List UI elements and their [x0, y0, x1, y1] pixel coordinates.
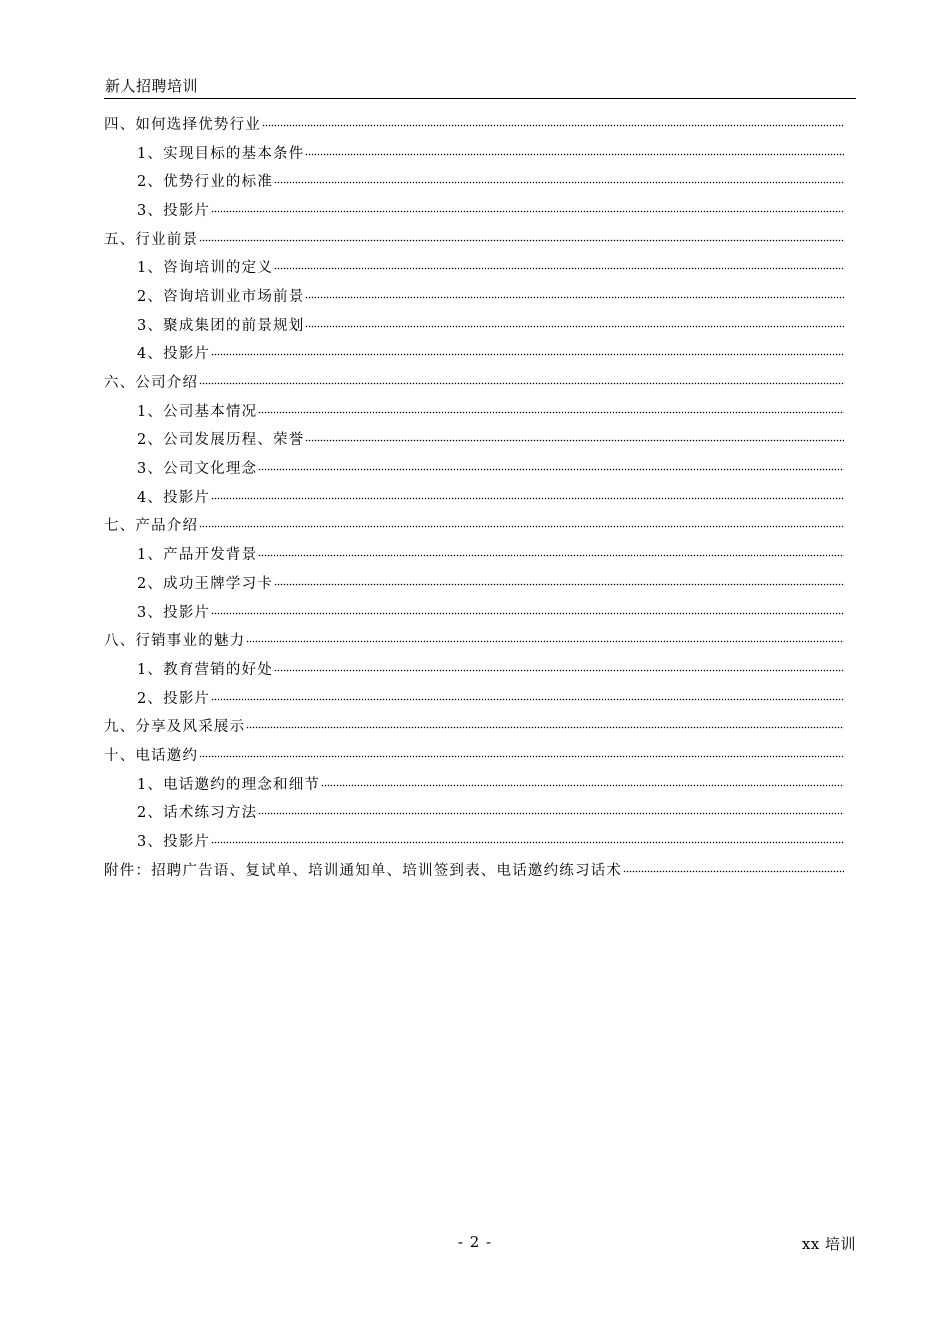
dot-leader	[199, 233, 844, 247]
footer-label: xx 培训	[801, 1235, 856, 1253]
toc-subsection[interactable]	[104, 339, 844, 368]
toc-entry-label: 3、投影片	[137, 604, 211, 621]
toc-entry-label: 1、产品开发背景	[137, 547, 258, 564]
toc-entry-label: 2、公司发展历程、荣誉	[137, 432, 305, 449]
toc-entry-label: 附件：招聘广告语、复试单、培训通知单、培训签到表、电话邀约练习话术	[104, 862, 623, 879]
toc-subsection[interactable]	[104, 396, 844, 425]
toc-entry-label: 3、聚成集团的前景规划	[137, 317, 305, 334]
dot-leader	[211, 491, 844, 505]
dot-leader	[305, 147, 844, 161]
dot-leader	[258, 807, 844, 821]
page-number: - 2 -	[457, 1233, 493, 1251]
toc-entry-label: 1、电话邀约的理念和细节	[137, 776, 321, 793]
toc-entry-label: 4、投影片	[137, 489, 211, 506]
toc-subsection[interactable]	[104, 798, 844, 827]
toc-subsection[interactable]	[104, 252, 844, 281]
toc-entry-label: 五、行业前景	[104, 231, 199, 248]
dot-leader	[199, 377, 844, 391]
toc-section[interactable]	[104, 711, 844, 740]
toc-subsection[interactable]	[104, 683, 844, 712]
dot-leader	[274, 577, 844, 591]
dot-leader	[246, 635, 844, 649]
toc-entry-label: 九、分享及风采展示	[104, 719, 246, 736]
dot-leader	[211, 606, 844, 620]
toc-entry-label: 1、实现目标的基本条件	[137, 145, 305, 162]
toc-section[interactable]	[104, 367, 844, 396]
toc-subsection[interactable]	[104, 826, 844, 855]
dot-leader	[305, 290, 844, 304]
dot-leader	[199, 749, 844, 763]
dot-leader	[258, 549, 844, 563]
toc-entry-label: 1、教育营销的好处	[137, 661, 274, 678]
toc-subsection[interactable]	[104, 539, 844, 568]
dot-leader	[211, 204, 844, 218]
toc-entry-label: 3、投影片	[137, 834, 211, 851]
dot-leader	[211, 692, 844, 706]
toc-entry-label: 3、公司文化理念	[137, 461, 258, 478]
toc-subsection[interactable]	[104, 769, 844, 798]
dot-leader	[623, 864, 844, 878]
toc-subsection[interactable]	[104, 568, 844, 597]
toc-subsection[interactable]	[104, 281, 844, 310]
dot-leader	[274, 663, 844, 677]
toc-subsection[interactable]	[104, 195, 844, 224]
toc-entry-label: 3、投影片	[137, 202, 211, 219]
toc-entry-label: 六、公司介绍	[104, 375, 199, 392]
toc-entry-label: 七、产品介绍	[104, 518, 199, 535]
toc-section[interactable]	[104, 511, 844, 540]
header-title: 新人招聘培训	[105, 77, 199, 95]
dot-leader	[246, 721, 844, 735]
toc-entry-label: 2、优势行业的标准	[137, 174, 274, 191]
toc-section[interactable]	[104, 855, 844, 884]
toc-subsection[interactable]	[104, 654, 844, 683]
toc-subsection[interactable]	[104, 310, 844, 339]
dot-leader	[258, 463, 844, 477]
toc-section[interactable]	[104, 740, 844, 769]
toc-entry-label: 1、咨询培训的定义	[137, 260, 274, 277]
toc-subsection[interactable]	[104, 138, 844, 167]
toc-entry-label: 四、如何选择优势行业	[104, 116, 261, 133]
toc-subsection[interactable]	[104, 425, 844, 454]
table-of-contents	[104, 109, 849, 884]
toc-subsection[interactable]	[104, 453, 844, 482]
toc-entry-label: 十、电话邀约	[104, 747, 199, 764]
dot-leader	[305, 319, 844, 333]
dot-leader	[274, 176, 844, 190]
toc-section[interactable]	[104, 625, 844, 654]
toc-entry-label: 2、成功王牌学习卡	[137, 575, 274, 592]
toc-entry-label: 1、公司基本情况	[137, 403, 258, 420]
dot-leader	[274, 262, 844, 276]
dot-leader	[211, 836, 844, 850]
toc-entry-label: 八、行销事业的魅力	[104, 633, 246, 650]
toc-entry-label: 2、话术练习方法	[137, 805, 258, 822]
dot-leader	[258, 405, 844, 419]
page-header	[104, 76, 856, 99]
dot-leader	[305, 434, 844, 448]
toc-subsection[interactable]	[104, 597, 844, 626]
toc-section[interactable]	[104, 224, 844, 253]
toc-entry-label: 2、投影片	[137, 690, 211, 707]
dot-leader	[199, 520, 844, 534]
toc-section[interactable]	[104, 109, 844, 138]
toc-subsection[interactable]	[104, 482, 844, 511]
dot-leader	[211, 348, 844, 362]
dot-leader	[321, 778, 844, 792]
dot-leader	[262, 118, 844, 132]
toc-entry-label: 2、咨询培训业市场前景	[137, 288, 305, 305]
toc-entry-label: 4、投影片	[137, 346, 211, 363]
toc-subsection[interactable]	[104, 166, 844, 195]
